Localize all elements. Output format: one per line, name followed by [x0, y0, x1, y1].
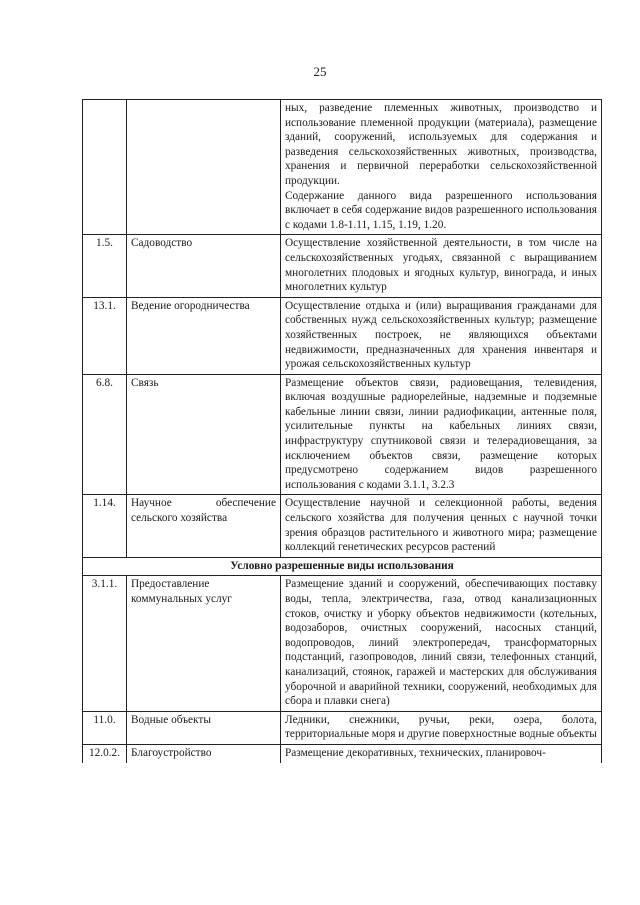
row-description	[281, 235, 602, 297]
row-name	[127, 100, 281, 235]
row-name: Предоставление коммунальных услуг	[127, 576, 281, 711]
table-row	[83, 711, 602, 744]
row-description	[281, 711, 602, 744]
row-description	[281, 495, 602, 557]
description-paragraph: Осуществление научной и селекционной работы, ведения сельского хозяйства для получения ценных с научной точки зрения образцов растительного и животного мира; размещение коллекций генетических ресурсов растений	[285, 497, 597, 554]
row-code: 1.5.	[83, 235, 127, 297]
row-code	[83, 100, 127, 235]
row-name: Научное обеспечение сельского хозяйства	[127, 495, 281, 557]
land-use-table	[82, 99, 602, 763]
row-description	[281, 744, 602, 762]
row-description	[281, 374, 602, 495]
row-code: 6.8.	[83, 374, 127, 495]
row-name: Садоводство	[127, 235, 281, 297]
table-row	[83, 100, 602, 235]
description-paragraph: Размещение зданий и сооружений, обеспечивающих поставку воды, тепла, электричества, газа, отвод канализационных стоков, очистку и уборку объектов недвижимости (котельных, водозаборов, очистных сооружений, насосных станций, водопроводов, линий электропередач, трансформаторных подстанций, газопроводов, линий связи, телефонных станций, канализаций, стоянок, гаражей и мастерских для обслуживания уборочной и аварийной техники, сооружений, необходимых для сбора и плавки снега)	[285, 578, 597, 708]
row-description	[281, 100, 602, 235]
row-name: Водные объекты	[127, 711, 281, 744]
table-row	[83, 297, 602, 374]
description-paragraph: Размещение объектов связи, радиовещания, телевидения, включая воздушные радиорелейные, надземные и подземные кабельные линии связи, линии радиофикации, антенные поля, усилительные пункты на кабельных линиях связи, инфраструктуру спутниковой связи и телерадиовещания, за исключением объектов связи, размещение которых предусмотрено содержанием видов разрешенного использования с кодами 3.1.1, 3.2.3	[285, 376, 597, 491]
table-row	[83, 744, 602, 762]
row-name: Благоустройство	[127, 744, 281, 762]
section-heading-row	[83, 557, 602, 576]
description-paragraph: Осуществление хозяйственной деятельности, в том числе на сельскохозяйственных угодьях, связанной с выращиванием многолетних плодовых и ягодных культур, винограда, и иных многолетних культур	[285, 237, 597, 294]
row-description	[281, 576, 602, 711]
description-paragraph: ных, разведение племенных животных, производство и использование племенной продукции (материала), размещение зданий, сооружений, используемых для содержания и разведения сельскохозяйственных животных, производства, хранения и первичной переработки сельскохозяйственной продукции.	[285, 102, 597, 187]
description-paragraph: Содержание данного вида разрешенного использования включает в себя содержание видов разрешенного использования с кодами 1.8-1.11, 1.15, 1.19, 1.20.	[285, 189, 597, 231]
description-paragraph: Осуществление отдыха и (или) выращивания гражданами для собственных нужд сельскохозяйственных культур; размещение хозяйственных построек, не являющихся объектами недвижимости, предназначенных для хранения инвентаря и урожая сельскохозяйственных культур	[285, 299, 597, 371]
row-code: 12.0.2.	[83, 744, 127, 762]
section-title: Условно разрешенные виды использования	[83, 557, 602, 576]
row-code: 1.14.	[83, 495, 127, 557]
page-number: 25	[313, 64, 327, 79]
table-row	[83, 374, 602, 495]
description-paragraph: Размещение декоративных, технических, планировоч-	[285, 746, 546, 759]
description-paragraph: Ледники, снежники, ручьи, реки, озера, болота, территориальные моря и другие поверхностные водные объекты	[285, 713, 597, 741]
row-description	[281, 297, 602, 374]
row-code: 13.1.	[83, 297, 127, 374]
row-name: Связь	[127, 374, 281, 495]
table-row	[83, 495, 602, 557]
table-row	[83, 576, 602, 711]
table-row	[83, 235, 602, 297]
row-code: 11.0.	[83, 711, 127, 744]
row-name: Ведение огородничества	[127, 297, 281, 374]
row-code: 3.1.1.	[83, 576, 127, 711]
